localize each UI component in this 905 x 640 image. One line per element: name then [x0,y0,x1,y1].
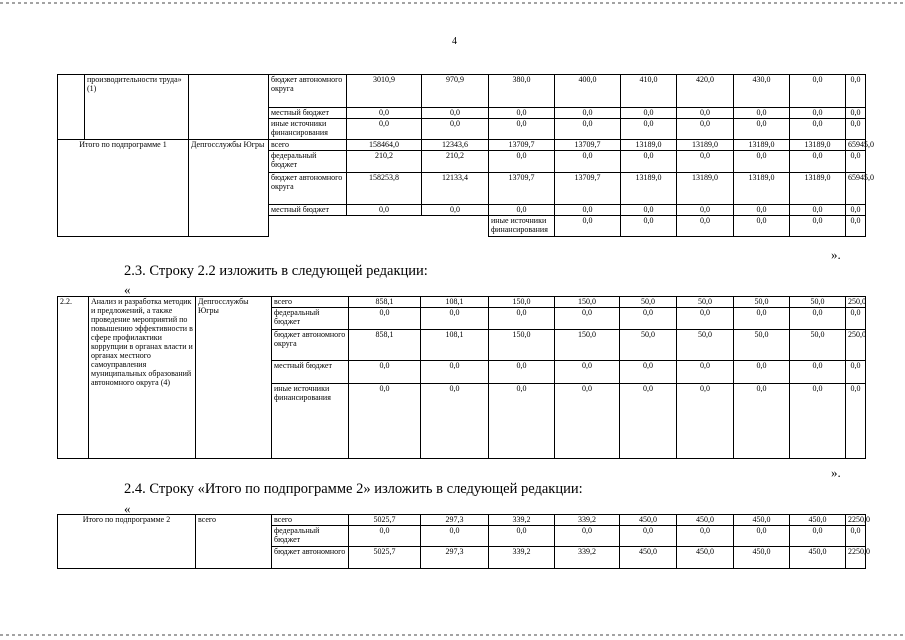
value-cell: 0,0 [677,361,734,384]
value-cell: 13189,0 [621,140,677,151]
value-cell: 0,0 [349,526,421,547]
funding-source-cell: федеральный бюджет [272,308,349,330]
value-cell: 0,0 [734,119,790,140]
value-cell: 12133,4 [422,173,489,205]
value-cell: 0,0 [790,216,846,237]
value-cell: 450,0 [677,515,734,526]
value-cell: 12343,6 [422,140,489,151]
funding-source-cell: всего [269,140,347,151]
funding-source-cell: иные источники финансирования [272,384,349,459]
opening-quote-2: « [124,501,131,516]
value-cell: 0,0 [347,108,422,119]
funding-source-cell: местный бюджет [272,361,349,384]
funding-source-cell: федеральный бюджет [272,526,349,547]
value-cell: 0,0 [677,205,734,216]
value-cell: 65945,0 [846,140,866,151]
value-cell: 150,0 [489,297,555,308]
executor-cell: всего [196,515,272,569]
value-cell: 5025,7 [349,547,421,569]
value-cell: 0,0 [349,308,421,330]
table-row [58,297,866,308]
value-cell: 3010,9 [347,75,422,108]
value-cell: 0,0 [846,526,866,547]
value-cell: 158464,0 [347,140,422,151]
value-cell: 0,0 [790,384,846,459]
value-cell: 0,0 [621,108,677,119]
value-cell: 0,0 [846,308,866,330]
value-cell: 450,0 [620,515,677,526]
value-cell: 0,0 [734,108,790,119]
value-cell: 150,0 [489,330,555,361]
value-cell: 0,0 [734,308,790,330]
value-cell: 0,0 [489,108,555,119]
value-cell: 0,0 [790,361,846,384]
value-cell: 0,0 [790,526,846,547]
value-cell: 50,0 [620,297,677,308]
value-cell: 0,0 [421,361,489,384]
value-cell: 0,0 [555,151,621,173]
value-cell: 0,0 [621,151,677,173]
value-cell: 108,1 [421,330,489,361]
value-cell: 0,0 [846,216,866,237]
value-cell: 0,0 [620,384,677,459]
value-cell: 50,0 [790,297,846,308]
opening-quote-1: « [124,282,131,297]
page-number: 4 [452,36,457,47]
value-cell: 450,0 [677,547,734,569]
table-row [58,140,866,151]
executor-cell: Депгосслужбы Югры [189,140,269,237]
heading-2-4: 2.4. Строку «Итого по подпрограмме 2» изложить в следующей редакции: [124,481,583,497]
value-cell: 0,0 [555,308,620,330]
value-cell: 50,0 [620,330,677,361]
table-row [58,515,866,526]
value-cell: 0,0 [846,108,866,119]
value-cell: 420,0 [677,75,734,108]
value-cell: 13709,7 [489,140,555,151]
value-cell: 0,0 [734,216,790,237]
value-cell: 450,0 [734,547,790,569]
value-cell: 50,0 [790,330,846,361]
value-cell: 0,0 [422,205,489,216]
value-cell: 450,0 [790,547,846,569]
value-cell: 0,0 [846,384,866,459]
value-cell: 13709,7 [555,173,621,205]
value-cell: 0,0 [422,108,489,119]
value-cell: 0,0 [621,216,677,237]
funding-source-cell: бюджет автономного округа [272,330,349,361]
value-cell: 13189,0 [734,173,790,205]
value-cell: 0,0 [621,119,677,140]
value-cell: 210,2 [422,151,489,173]
value-cell: 339,2 [555,547,620,569]
funding-source-cell: бюджет автономного округа [269,173,347,205]
subprogram-1-table [57,74,874,237]
value-cell: 0,0 [489,151,555,173]
value-cell: 0,0 [734,205,790,216]
value-cell: 0,0 [349,384,421,459]
value-cell: 150,0 [555,297,620,308]
executor-cell [189,75,269,140]
value-cell: 0,0 [790,151,846,173]
funding-source-cell: всего [272,297,349,308]
value-cell: 0,0 [734,526,790,547]
value-cell: 380,0 [489,75,555,108]
measure-name-cell: производительности труда» (1) [85,75,189,140]
value-cell: 13189,0 [790,173,846,205]
value-cell: 297,3 [421,515,489,526]
funding-source-cell: бюджет автономного [272,547,349,569]
value-cell: 0,0 [790,308,846,330]
closing-quote-1: ». [831,247,841,262]
value-cell: 0,0 [734,384,790,459]
value-cell: 2250,0 [846,515,866,526]
value-cell: 858,1 [349,297,421,308]
value-cell: 250,0 [846,297,866,308]
value-cell: 400,0 [555,75,621,108]
value-cell: 210,2 [347,151,422,173]
value-cell: 0,0 [734,151,790,173]
value-cell: 0,0 [734,361,790,384]
value-cell: 50,0 [734,297,790,308]
row-number-cell [58,75,85,140]
value-cell: 0,0 [347,119,422,140]
value-cell: 0,0 [677,108,734,119]
value-cell: 13709,7 [489,173,555,205]
value-cell: 65945,0 [846,173,866,205]
value-cell: 108,1 [421,297,489,308]
value-cell: 0,0 [677,308,734,330]
value-cell: 2250,0 [846,547,866,569]
value-cell: 0,0 [489,119,555,140]
measure-name-cell: Анализ и разработка методик и предложений, а также проведение мероприятий по повышению эффективности в сфере профилактики коррупции в органах власти и органах местного самоуправления муниципальных образований автономного округа (4) [89,297,196,459]
value-cell: 0,0 [347,205,422,216]
value-cell: 13189,0 [677,140,734,151]
value-cell: 0,0 [677,119,734,140]
value-cell: 339,2 [555,515,620,526]
value-cell: 0,0 [555,119,621,140]
value-cell: 0,0 [846,151,866,173]
scan-edge-bottom [0,634,905,636]
value-cell: 13189,0 [790,140,846,151]
value-cell: 13189,0 [734,140,790,151]
value-cell: 0,0 [489,308,555,330]
value-cell: 0,0 [555,526,620,547]
value-cell: 5025,7 [349,515,421,526]
empty-cell [269,216,489,237]
value-cell: 970,9 [422,75,489,108]
funding-source-cell: иные источники финансирования [269,119,347,140]
heading-2-3: 2.3. Строку 2.2 изложить в следующей редакции: [124,263,428,279]
executor-cell: Депгосслужбы Югры [196,297,272,459]
value-cell: 858,1 [349,330,421,361]
funding-source-cell: федеральный бюджет [269,151,347,173]
value-cell: 0,0 [846,75,866,108]
value-cell: 13189,0 [677,173,734,205]
table-row [58,75,866,108]
closing-quote-2: ». [831,465,841,480]
value-cell: 0,0 [846,119,866,140]
value-cell: 339,2 [489,515,555,526]
value-cell: 0,0 [555,205,621,216]
value-cell: 0,0 [555,361,620,384]
value-cell: 0,0 [620,526,677,547]
value-cell: 0,0 [790,119,846,140]
value-cell: 0,0 [489,384,555,459]
value-cell: 13709,7 [555,140,621,151]
value-cell: 0,0 [846,205,866,216]
value-cell: 0,0 [422,119,489,140]
value-cell: 0,0 [489,205,555,216]
value-cell: 297,3 [421,547,489,569]
scan-edge-top [0,2,905,4]
value-cell: 50,0 [677,330,734,361]
value-cell: 158253,8 [347,173,422,205]
row-2-2-table [57,296,866,459]
value-cell: 0,0 [677,216,734,237]
funding-source-cell: бюджет автономного округа [269,75,347,108]
value-cell: 0,0 [489,526,555,547]
value-cell: 0,0 [677,384,734,459]
value-cell: 410,0 [621,75,677,108]
value-cell: 250,0 [846,330,866,361]
value-cell: 0,0 [677,526,734,547]
value-cell: 0,0 [421,384,489,459]
value-cell: 0,0 [555,384,620,459]
value-cell: 0,0 [489,361,555,384]
value-cell: 0,0 [677,151,734,173]
funding-source-cell: всего [272,515,349,526]
value-cell: 0,0 [421,308,489,330]
value-cell: 50,0 [677,297,734,308]
value-cell: 0,0 [421,526,489,547]
value-cell: 0,0 [555,108,621,119]
funding-source-cell: иные источники финансирования [489,216,555,237]
value-cell: 0,0 [790,108,846,119]
value-cell: 450,0 [620,547,677,569]
subtotal-name-cell: Итого по подпрограмме 1 [58,140,189,237]
value-cell: 0,0 [790,75,846,108]
funding-source-cell: местный бюджет [269,108,347,119]
funding-source-cell: местный бюджет [269,205,347,216]
value-cell: 0,0 [349,361,421,384]
value-cell: 0,0 [846,361,866,384]
value-cell: 0,0 [620,361,677,384]
value-cell: 430,0 [734,75,790,108]
value-cell: 450,0 [734,515,790,526]
subtotal-name-cell: Итого по подпрограмме 2 [58,515,196,569]
value-cell: 0,0 [555,216,621,237]
value-cell: 0,0 [620,308,677,330]
value-cell: 0,0 [621,205,677,216]
value-cell: 50,0 [734,330,790,361]
value-cell: 450,0 [790,515,846,526]
value-cell: 339,2 [489,547,555,569]
value-cell: 13189,0 [621,173,677,205]
subprogram-2-table [57,514,870,569]
row-number-cell: 2.2. [58,297,89,459]
value-cell: 0,0 [790,205,846,216]
value-cell: 150,0 [555,330,620,361]
